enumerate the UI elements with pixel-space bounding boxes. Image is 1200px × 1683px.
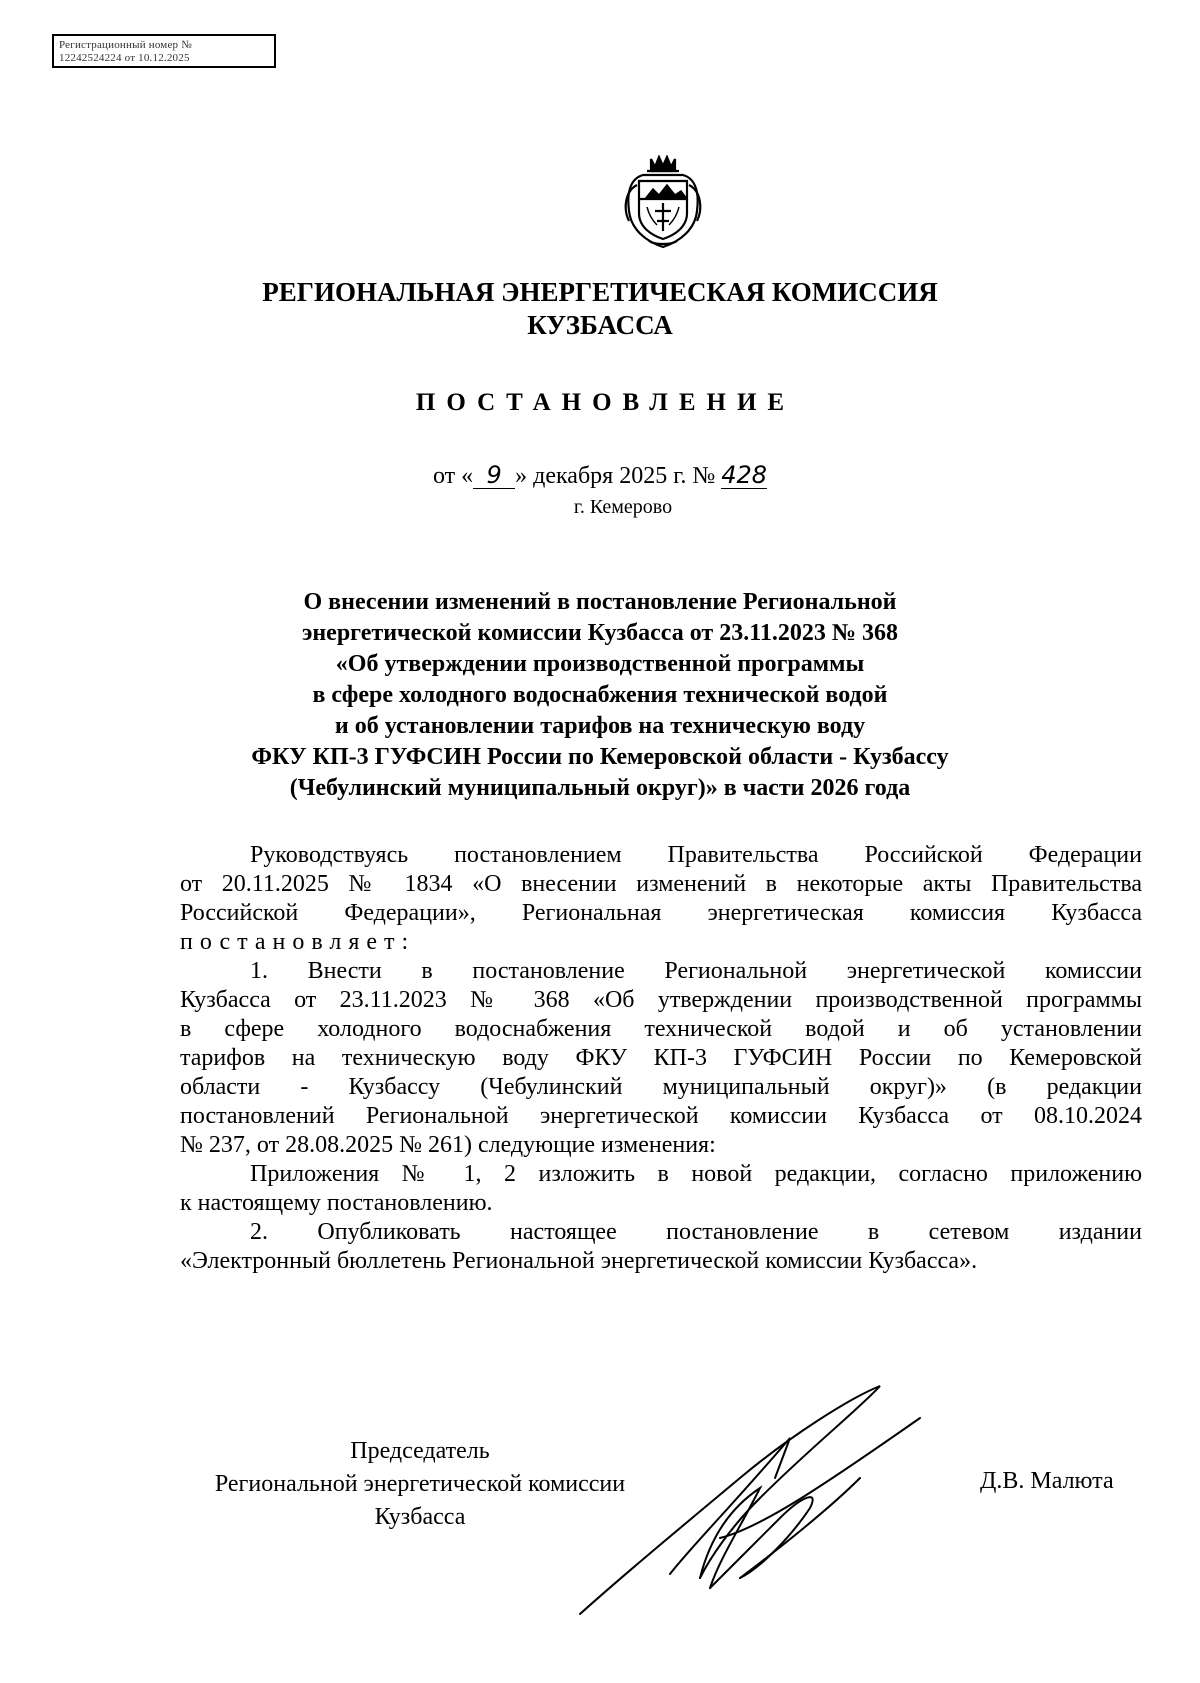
document-number-handwritten: 428 — [721, 461, 768, 489]
coat-of-arms-icon — [623, 155, 703, 249]
body-line: Российской Федерации», Региональная энергетическая комиссия Кузбасса — [180, 900, 1142, 926]
signatory-name: Д.В. Малюта — [980, 1468, 1114, 1494]
title-line: ФКУ КП-3 ГУФСИН России по Кемеровской области - Кузбассу — [251, 744, 949, 770]
body-line: области - Кузбассу (Чебулинский муниципальный округ)» (в редакции — [180, 1074, 1142, 1100]
resolves-word: постановляет: — [180, 929, 416, 955]
title-line: О внесении изменений в постановление Региональной — [303, 589, 897, 615]
title-line: (Чебулинский муниципальный округ)» в части 2026 года — [289, 775, 911, 801]
registration-line-1: Регистрационный номер № — [59, 39, 192, 51]
document-type: ПОСТАНОВЛЕНИЕ — [415, 389, 796, 416]
body-line: Руководствуясь постановлением Правительства Российской Федерации — [250, 842, 1142, 868]
date-day-handwritten: 9 — [473, 462, 515, 489]
document-body — [180, 841, 1142, 1276]
position-line-1: Председатель — [350, 1438, 490, 1464]
body-line: Кузбасса от 23.11.2023 № 368 «Об утверждении производственной программы — [180, 987, 1142, 1013]
registration-stamp — [52, 34, 276, 68]
body-line: постановлений Региональной энергетической комиссии Кузбасса от 08.10.2024 — [180, 1103, 1142, 1129]
title-line: энергетической комиссии Кузбасса от 23.11.2023 № 368 — [301, 620, 899, 646]
position-line-3: Кузбасса — [374, 1504, 466, 1530]
organization-line-2: КУЗБАССА — [527, 310, 673, 340]
body-line: 1. Внести в постановление Региональной энергетической комиссии — [250, 958, 1142, 984]
title-line: в сфере холодного водоснабжения технической водой — [312, 682, 888, 708]
body-line: Приложения № 1, 2 изложить в новой редакции, согласно приложению — [250, 1161, 1142, 1187]
body-line: № 237, от 28.08.2025 № 261) следующие изменения: — [180, 1132, 716, 1158]
title-line: «Об утверждении производственной программы — [335, 651, 865, 677]
organization-line-1: РЕГИОНАЛЬНАЯ ЭНЕРГЕТИЧЕСКАЯ КОМИССИЯ — [262, 277, 938, 307]
position-line-2: Региональной энергетической комиссии — [214, 1471, 626, 1497]
registration-line-2: 12242524224 от 10.12.2025 — [59, 52, 190, 64]
body-line: тарифов на техническую воду ФКУ КП-3 ГУФСИН России по Кемеровской — [180, 1045, 1142, 1071]
body-line: 2. Опубликовать настоящее постановление в сетевом издании — [250, 1219, 1142, 1245]
date-middle: » декабря 2025 г. № — [515, 463, 716, 489]
organization-name — [0, 276, 1200, 342]
city: г. Кемерово — [573, 496, 673, 518]
document-title — [0, 587, 1200, 804]
handwritten-signature — [560, 1378, 940, 1618]
body-line: «Электронный бюллетень Региональной энергетической комиссии Кузбасса». — [180, 1248, 978, 1274]
body-line: от 20.11.2025 № 1834 «О внесении изменений в некоторые акты Правительства — [180, 871, 1142, 897]
body-line: в сфере холодного водоснабжения технической водой и об установлении — [180, 1016, 1142, 1042]
date-prefix: от « — [432, 463, 474, 489]
date-line — [0, 462, 1200, 490]
body-line: к настоящему постановлению. — [180, 1190, 493, 1216]
title-line: и об установлении тарифов на техническую воду — [334, 713, 866, 739]
